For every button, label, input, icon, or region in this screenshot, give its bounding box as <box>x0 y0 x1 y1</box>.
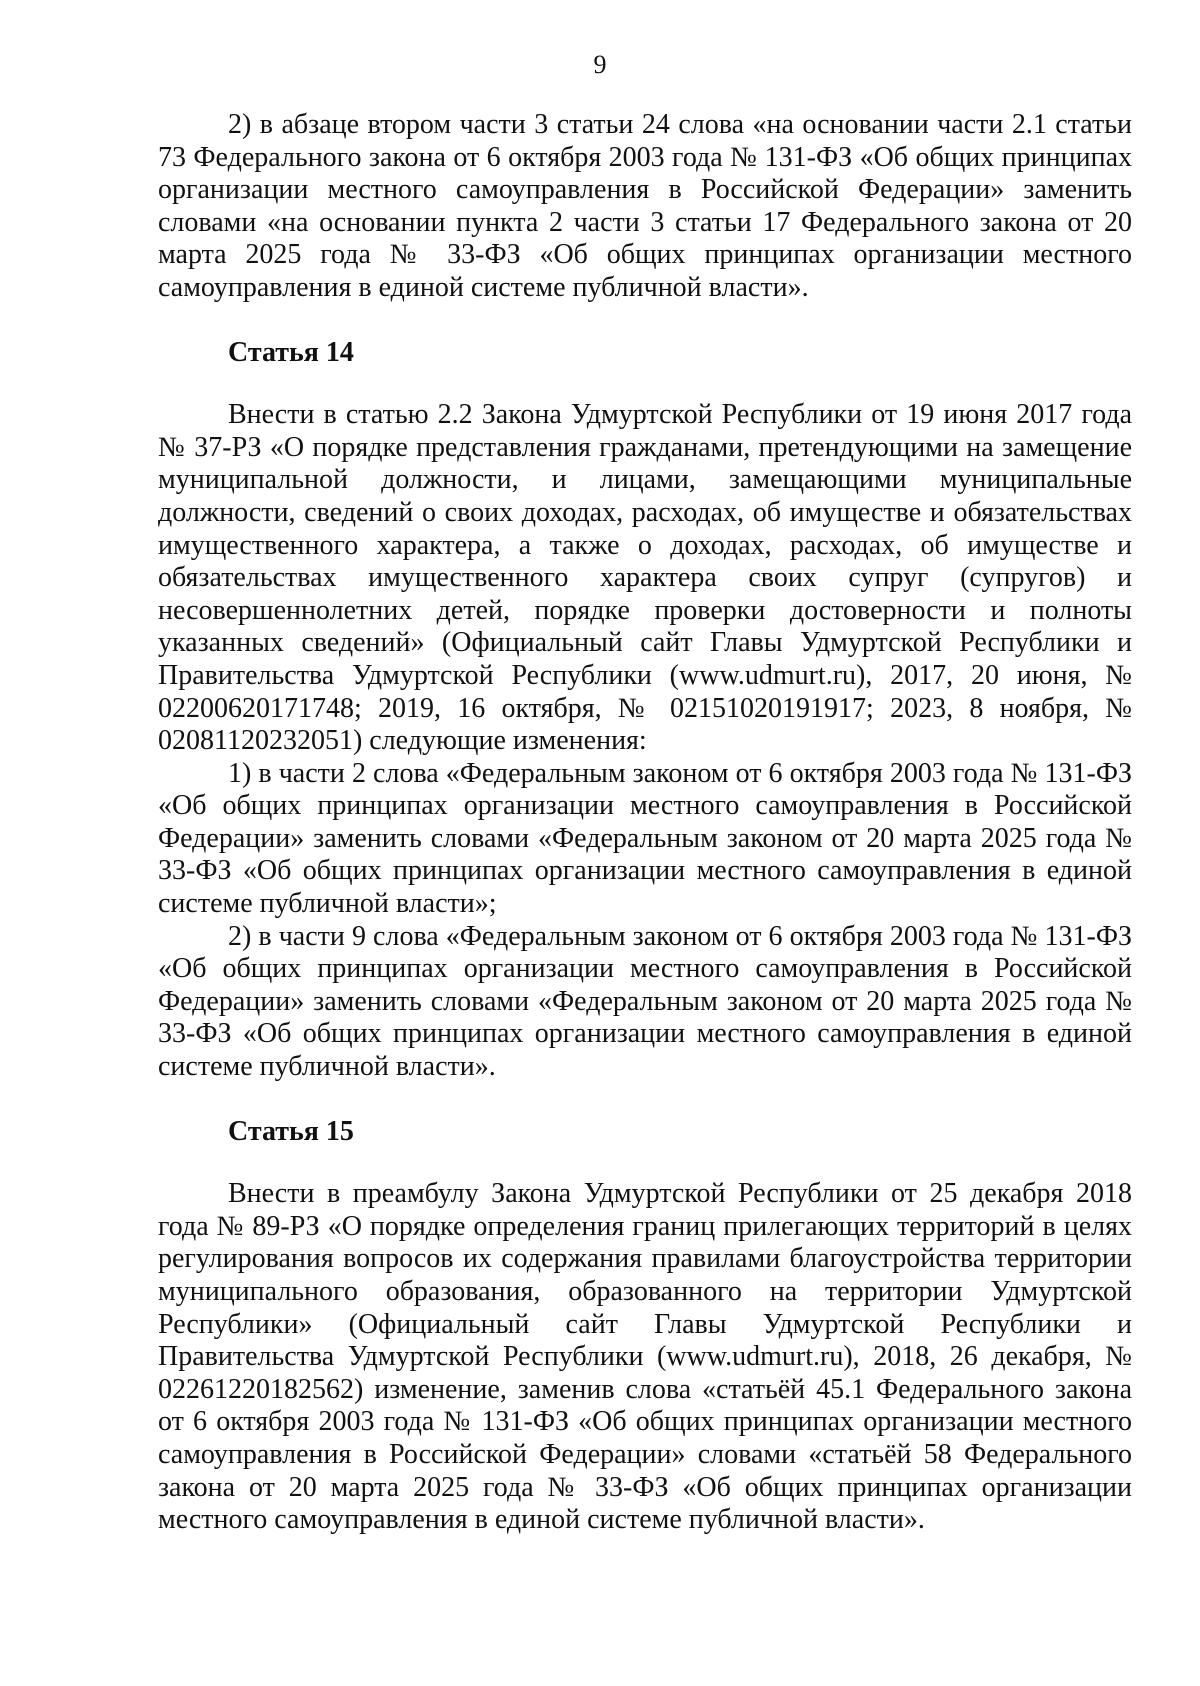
page-number: 9 <box>593 50 607 79</box>
article-15-heading: Статья 15 <box>228 1115 354 1147</box>
article-14-item-2: 2) в части 9 слова «Федеральным законом от 6 октября 2003 года № 131-ФЗ «Об общих принципах организации местного самоуправления в Российской Федерации» заменить словами «Федеральным законом от 20 марта 2025 года № 33-ФЗ «Об общих принципах организации местного самоуправления в единой системе публичной власти». <box>158 920 1132 1083</box>
intro-list-item: 2) в абзаце втором части 3 статьи 24 слова «на основании части 2.1 статьи 73 Федерального закона от 6 октября 2003 года № 131-ФЗ «Об общих принципах организации местного самоуправления в Российской Федерации» заменить словами «на основании пункта 2 части 3 статьи 17 Федерального закона от 20 марта 2025 года № 33-ФЗ «Об общих принципах организации местного самоуправления в единой системе публичной власти». <box>158 109 1132 303</box>
article-14-heading: Статья 14 <box>228 336 354 368</box>
article-14-lead-paragraph: Внести в статью 2.2 Закона Удмуртской Республики от 19 июня 2017 года № 37-РЗ «О порядке представления гражданами, претендующими на замещение муниципальной должности, и лицами, замещающими муниципальные должности, сведений о своих доходах, расходах, об имуществе и обязательствах имущественного характера, а также о доходах, расходах, об имуществе и обязательствах имущественного характера своих супруг (супругов) и несовершеннолетних детей, порядке проверки достоверности и полноты указанных сведений» (Официальный сайт Главы Удмуртской Республики и Правительства Удмуртской Республики (www.udmurt.ru), 2017, 20 июня, № 02200620171748; 2019, 16 октября, № 02151020191917; 2023, 8 ноября, № 02081120232051) следующие изменения: <box>158 399 1132 757</box>
spacer <box>158 305 1132 337</box>
spacer <box>158 1084 1132 1116</box>
spacer <box>158 1148 1132 1178</box>
document-body <box>158 109 1132 1537</box>
spacer <box>158 369 1132 399</box>
article-14-item-1: 1) в части 2 слова «Федеральным законом от 6 октября 2003 года № 131-ФЗ «Об общих принципах организации местного самоуправления в Российской Федерации» заменить словами «Федеральным законом от 20 марта 2025 года № 33-ФЗ «Об общих принципах организации местного самоуправления в единой системе публичной власти»; <box>158 757 1132 920</box>
article-15-paragraph: Внести в преамбулу Закона Удмуртской Республики от 25 декабря 2018 года № 89-РЗ «О порядке определения границ прилегающих территорий в целях регулирования вопросов их содержания правилами благоустройства территории муниципального образования, образованного на территории Удмуртской Республики» (Официальный сайт Главы Удмуртской Республики и Правительства Удмуртской Республики (www.udmurt.ru), 2018, 26 декабря, № 02261220182562) изменение, заменив слова «статьёй 45.1 Федерального закона от 6 октября 2003 года № 131-ФЗ «Об общих принципах организации местного самоуправления в Российской Федерации» словами «статьёй 58 Федерального закона от 20 марта 2025 года № 33-ФЗ «Об общих принципах организации местного самоуправления в единой системе публичной власти». <box>158 1178 1132 1536</box>
